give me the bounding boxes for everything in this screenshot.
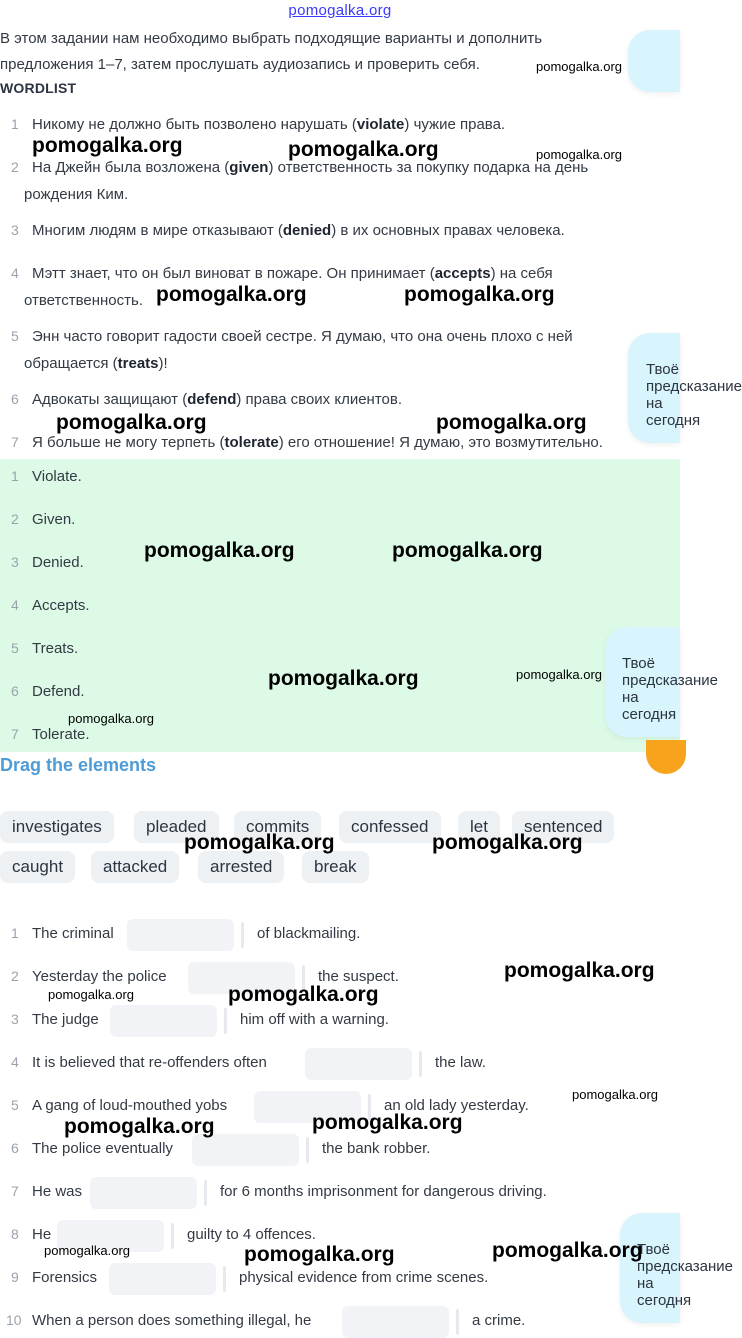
sentence-after: the suspect.: [318, 968, 399, 985]
sentence-after: guilty to 4 offences.: [187, 1226, 316, 1243]
question-text: На Джейн была возложена (given) ответственность за покупку подарка на день рождения Ким.: [24, 159, 589, 203]
slot-divider: [204, 1180, 207, 1206]
bubble-line: Твоё: [637, 1241, 670, 1258]
drop-slot[interactable]: [109, 1263, 216, 1295]
word-chip[interactable]: let: [458, 811, 500, 843]
answer-number: 1: [11, 468, 19, 484]
word-chip[interactable]: arrested: [198, 851, 284, 883]
orange-decor-shape: [646, 740, 686, 774]
question-text: Никому не должно быть позволено нарушать (violate) чужие права.: [32, 116, 506, 133]
sentence-before: He was: [32, 1183, 83, 1200]
watermark: pomogalka.org: [244, 1243, 395, 1266]
word-chip[interactable]: commits: [234, 811, 321, 843]
question-row: [0, 386, 660, 413]
sentence-number: 9: [11, 1269, 19, 1285]
watermark: pomogalka.org: [68, 711, 154, 726]
slot-divider: [419, 1051, 422, 1077]
sentence-number: 7: [11, 1183, 19, 1199]
drop-slot[interactable]: [90, 1177, 197, 1209]
word-chip[interactable]: pleaded: [134, 811, 219, 843]
sentence-row: [0, 1005, 680, 1035]
sentence-after: for 6 months imprisonment for dangerous driving.: [220, 1183, 547, 1200]
word-chip[interactable]: break: [302, 851, 369, 883]
sentence-before: When a person does something illegal, he: [32, 1312, 312, 1329]
watermark: pomogalka.org: [56, 411, 207, 434]
sentence-number: 6: [11, 1140, 19, 1156]
question-number: 3: [11, 222, 19, 238]
bubble-line: на сегодня: [637, 1275, 692, 1309]
intro-text: В этом задании нам необходимо выбрать подходящие варианты и дополнить предложения 1–7, затем прослушать аудиозапись и проверить себя.: [0, 30, 543, 73]
drop-slot[interactable]: [110, 1005, 217, 1037]
answer-number: 5: [11, 640, 19, 656]
answer-number: 2: [11, 511, 19, 527]
slot-divider: [171, 1223, 174, 1249]
watermark: pomogalka.org: [536, 59, 622, 74]
sentence-after: a crime.: [472, 1312, 526, 1329]
bubble-line: предсказание: [646, 378, 742, 395]
question-row: [0, 154, 660, 208]
sentence-after: physical evidence from crime scenes.: [239, 1269, 489, 1286]
sentence-after: an old lady yesterday.: [384, 1097, 529, 1114]
word-chip[interactable]: confessed: [339, 811, 441, 843]
question-row: [0, 217, 660, 244]
sentence-row: [0, 919, 680, 949]
sentence-row: [0, 1306, 680, 1336]
prediction-bubble[interactable]: [628, 30, 680, 92]
watermark: pomogalka.org: [144, 539, 295, 562]
sentence-number: 1: [11, 925, 19, 941]
sentence-number: 4: [11, 1054, 19, 1070]
slot-divider: [241, 922, 244, 948]
question-number: 1: [11, 116, 19, 132]
site-link[interactable]: pomogalka.org: [288, 2, 392, 19]
sentence-number: 2: [11, 968, 19, 984]
sentence-before: A gang of loud-mouthed yobs: [32, 1097, 228, 1114]
drop-slot[interactable]: [305, 1048, 412, 1080]
watermark: pomogalka.org: [288, 138, 439, 161]
sentence-after: him off with a warning.: [240, 1011, 389, 1028]
drop-slot[interactable]: [342, 1306, 449, 1338]
watermark: pomogalka.org: [268, 667, 419, 690]
watermark: pomogalka.org: [492, 1239, 643, 1262]
sentence-row: [0, 1177, 680, 1207]
watermark: pomogalka.org: [516, 667, 602, 682]
question-number: 2: [11, 159, 19, 175]
watermark: pomogalka.org: [392, 539, 543, 562]
sentence-before: The judge: [32, 1011, 99, 1028]
answer-text: Denied.: [32, 554, 84, 571]
sentence-before: Yesterday the police: [32, 968, 167, 985]
answer-number: 6: [11, 683, 19, 699]
answer-row: [0, 726, 400, 743]
sentence-number: 8: [11, 1226, 19, 1242]
word-chip[interactable]: sentenced: [512, 811, 614, 843]
question-text: Мэтт знает, что он был виноват в пожаре. Он принимает (accepts) на себя ответственность.: [24, 265, 553, 309]
watermark: pomogalka.org: [44, 1243, 130, 1258]
answer-row: [0, 511, 400, 528]
watermark: pomogalka.org: [156, 283, 307, 306]
sentence-before: The police eventually: [32, 1140, 173, 1157]
question-number: 6: [11, 391, 19, 407]
watermark: pomogalka.org: [312, 1111, 463, 1134]
bubble-line: Твоё: [646, 361, 679, 378]
answer-text: Tolerate.: [32, 726, 90, 743]
sentence-after: of blackmailing.: [257, 925, 361, 942]
sentence-before: The criminal: [32, 925, 114, 942]
answer-text: Accepts.: [32, 597, 90, 614]
word-chip[interactable]: caught: [0, 851, 75, 883]
sentence-number: 10: [6, 1312, 22, 1328]
bubble-line: на сегодня: [622, 689, 677, 723]
word-chip[interactable]: attacked: [91, 851, 179, 883]
watermark: pomogalka.org: [536, 147, 622, 162]
answer-number: 3: [11, 554, 19, 570]
question-text: Я больше не могу терпеть (tolerate) его отношение! Я думаю, это возмутительно.: [32, 434, 603, 451]
watermark: pomogalka.org: [228, 983, 379, 1006]
answer-row: [0, 640, 400, 657]
drag-title: Drag the elements: [0, 755, 157, 775]
sentence-before: It is believed that re-offenders often: [32, 1054, 267, 1071]
prediction-bubble[interactable]: [620, 1213, 734, 1323]
prediction-bubble[interactable]: [628, 333, 742, 443]
bubble-line: на сегодня: [646, 395, 701, 429]
bubble-line: предсказание: [622, 672, 719, 689]
question-number: 7: [11, 434, 19, 450]
prediction-bubble[interactable]: [605, 627, 719, 737]
sentence-after: the bank robber.: [322, 1140, 431, 1157]
sentence-before: Forensics: [32, 1269, 98, 1286]
sentence-row: [0, 1048, 680, 1078]
question-text: Энн часто говорит гадости своей сестре. Я думаю, что она очень плохо с ней обращается (treats)!: [24, 328, 573, 372]
answer-text: Violate.: [32, 468, 82, 485]
answer-row: [0, 468, 400, 485]
answer-row: [0, 597, 400, 614]
sentence-after: the law.: [435, 1054, 486, 1071]
answer-number: 7: [11, 726, 19, 742]
watermark: pomogalka.org: [572, 1087, 658, 1102]
watermark: pomogalka.org: [432, 831, 583, 854]
watermark: pomogalka.org: [184, 831, 335, 854]
watermark: pomogalka.org: [32, 134, 183, 157]
slot-divider: [456, 1309, 459, 1335]
bubble-line: предсказание: [637, 1258, 734, 1275]
sentence-number: 3: [11, 1011, 19, 1027]
question-number: 4: [11, 265, 19, 281]
watermark: pomogalka.org: [404, 283, 555, 306]
question-text: Адвокаты защищают (defend) права своих клиентов.: [32, 391, 403, 408]
sentence-number: 5: [11, 1097, 19, 1113]
slot-divider: [306, 1137, 309, 1163]
bubble-line: Твоё: [622, 655, 655, 672]
drop-slot[interactable]: [127, 919, 234, 951]
word-chip[interactable]: investigates: [0, 811, 114, 843]
wordlist-title: WORDLIST: [0, 80, 77, 96]
watermark: pomogalka.org: [436, 411, 587, 434]
watermark: pomogalka.org: [64, 1115, 215, 1138]
sentence-row: [0, 1263, 680, 1293]
watermark: pomogalka.org: [48, 987, 134, 1002]
question-text: Многим людям в мире отказывают (denied) в их основных правах человека.: [32, 222, 565, 239]
slot-divider: [224, 1008, 227, 1034]
slot-divider: [223, 1266, 226, 1292]
watermark: pomogalka.org: [504, 959, 655, 982]
sentence-before: He: [32, 1226, 52, 1243]
question-number: 5: [11, 328, 19, 344]
answer-text: Defend.: [32, 683, 85, 700]
answer-text: Given.: [32, 511, 76, 528]
answer-text: Treats.: [32, 640, 79, 657]
answer-number: 4: [11, 597, 19, 613]
question-row: [0, 323, 630, 377]
